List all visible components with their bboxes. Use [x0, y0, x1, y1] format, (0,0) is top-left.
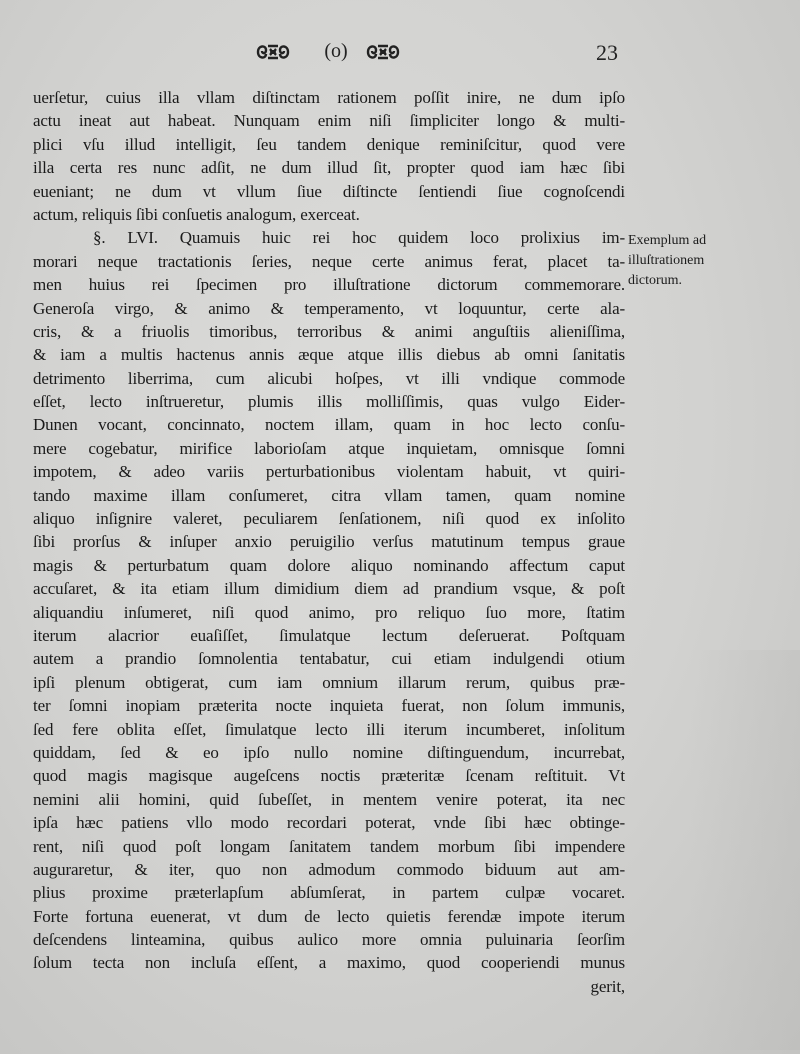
- text-line: mere cogebatur, mirifice laborioſam atque inquietam, omnisque ſomni: [33, 438, 625, 458]
- text-line: Generoſa virgo, & animo & temperamento, vt loquuntur, certe ala-: [33, 298, 625, 318]
- fleuron-ornament-icon: [366, 42, 400, 62]
- text-line: quod magis magisque augeſcens noctis præteritæ ſcenam reſtituit. Vt: [33, 766, 625, 786]
- text-line: detrimento liberrima, cum alicubi hoſpes, vt illi vndique commode: [33, 368, 625, 388]
- text-line: eſſet, lecto inſtrueretur, plumis illis molliſſimis, quas vulgo Eider-: [33, 392, 625, 412]
- text-line: ſed fere oblita eſſet, ſimulatque lecto illi iterum incumberet, inſolitum: [33, 719, 625, 739]
- text-line: eueniant; ne dum vt vllum ſiue diſtincte ſentiendi ſiue cognoſcendi: [33, 181, 625, 201]
- text-line: cris, & a friuolis timoribus, terroribus & animi anguſtiis alieniſſima,: [33, 321, 625, 341]
- text-line: illa certa res nunc adſit, ne dum illud ſit, propter quod iam hæc ſibi: [33, 158, 625, 178]
- text-line: aliquandiu inſumeret, niſi quod animo, pro reliquo ſuo more, ſtatim: [33, 602, 625, 622]
- text-line: aliquo inſignire valeret, peculiarem ſenſationem, niſi quod ex inſolito: [33, 509, 625, 529]
- text-line: actum, reliquis ſibi conſuetis analogum, exerceat.: [33, 204, 360, 224]
- page-number: 23: [596, 40, 618, 65]
- text-line: ter ſomni inopiam præterita nocte inquieta fuerat, non ſolum immunis,: [33, 696, 625, 716]
- text-line: nemini alii homini, quid ſubeſſet, in mentem venire poterat, ita nec: [33, 789, 625, 809]
- text-line: plici vſu illud intelligit, ſeu tandem denique reminiſcitur, quod vere: [33, 134, 625, 154]
- text-line: Dunen vocant, concinnato, noctem illam, quam in hoc lecto conſu-: [33, 415, 625, 435]
- text-line: morari neque tractationis ſeries, neque certe animus ferat, placet ta-: [33, 251, 625, 271]
- text-line: ipſa hæc patiens vllo modo recordari poterat, vnde ſibi hæc obtinge-: [33, 813, 625, 833]
- text-line: quiddam, ſed & eo ipſo nullo nomine diſtinguendum, incurrebat,: [33, 742, 625, 762]
- text-line: ſolum tecta non incluſa eſſent, a maximo, quod cooperiendi munus: [33, 953, 625, 973]
- text-line: uerſetur, cuius illa vllam diſtinctam rationem poſſit inire, ne dum ipſo: [33, 88, 625, 107]
- text-line: deſcendens linteamina, quibus aulico more omnia puluinaria ſeorſim: [33, 930, 625, 950]
- running-header: [0, 38, 800, 68]
- text-line: auguraretur, & iter, quo non admodum commodo biduum aut am-: [33, 859, 625, 879]
- text-line: magis & perturbatum quam dolore aliquo nominando affectum caput: [33, 555, 625, 575]
- body-text: [33, 86, 625, 998]
- section-heading-line: §. LVI. Quamuis huic rei hoc quidem loco prolixius im-: [93, 228, 625, 248]
- catchword: gerit,: [590, 976, 625, 996]
- text-line: actu ineat aut habeat. Nunquam enim niſi ſimpliciter longo & multi-: [33, 111, 625, 131]
- text-line: tando maxime illam conſumeret, citra vllam tamen, quam nomine: [33, 485, 625, 505]
- text-line: men huius rei ſpecimen pro illuſtratione dictorum commemorare.: [33, 275, 625, 295]
- paper-shadow: [690, 650, 800, 1050]
- text-line: rent, niſi quod poſt longam ſanitatem tandem morbum ſibi impendere: [33, 836, 625, 856]
- marginal-note-line: dictorum.: [628, 273, 683, 288]
- text-line: impotem, & adeo variis perturbationibus violentam habuit, vt quiri-: [33, 462, 625, 482]
- text-line: ſibi prorſus & inſuper anxio peruigilio verſus matutinum tempus graue: [33, 532, 625, 552]
- text-line: autem a prandio ſomnolentia tentabatur, cui etiam indulgendi otium: [33, 649, 625, 669]
- text-line: Forte fortuna euenerat, vt dum de lecto quietis ferendæ impote iterum: [33, 906, 625, 926]
- marginal-note-line: illuſtrationem: [628, 253, 705, 268]
- text-line: ipſi plenum obtigerat, cum iam omnium illarum rerum, quibus præ-: [33, 672, 625, 692]
- text-line: plius proxime præterlapſum abſumſerat, in partem culpæ vocaret.: [33, 883, 625, 903]
- header-mark: (o): [324, 40, 348, 62]
- fleuron-ornament-icon: [256, 42, 290, 62]
- marginal-note: [628, 231, 778, 291]
- text-line: iterum alacrior euaſiſſet, ſimulatque lectum deſeruerat. Poſtquam: [33, 625, 625, 645]
- text-line: accuſaret, & ita etiam illum dimidium diem ad prandium vsque, & poſt: [33, 579, 625, 599]
- text-line: & iam a multis hactenus annis æque atque illis diebus ab omni ſanitatis: [33, 345, 625, 365]
- marginal-note-line: Exemplum ad: [628, 233, 707, 248]
